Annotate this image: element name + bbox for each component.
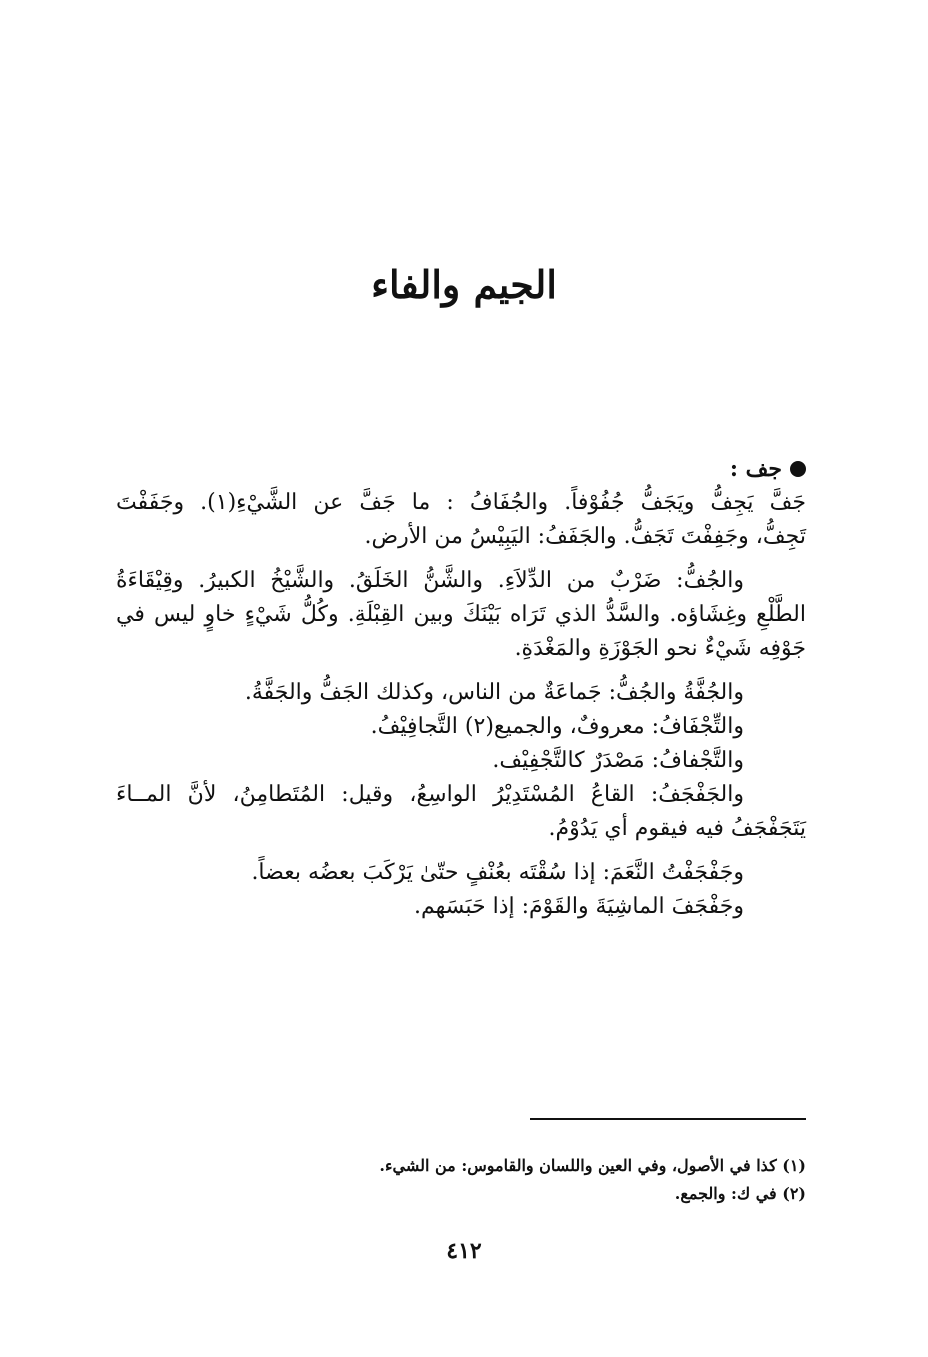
text-line: والجُفُّ: ضَرْبٌ من الدِّلاَءِ. والشَّنُّ الخَلَقُ. والشَّيْخُ الكبيرُ. وقِيْقَاءَةُ: [116, 568, 744, 593]
text-line: والتَّجْفافُ: مَصْدَرٌ كالتَّجْفِيْف.: [492, 748, 744, 773]
footnote-2: (٢) في ك: والجمع.: [674, 1184, 806, 1203]
text-line: تَجِفُّ، وجَفِفْتَ تَجَفُّ. والجَفَفُ: اليَبِيْسُ من الأرض.: [364, 524, 806, 549]
paragraph-4: [116, 778, 806, 846]
text-line: والجَفْجَفُ: القاعُ المُسْتَدِيْرُ الواسِعُ، وقيل: المُتَطامِنُ، لأنَّ المــاءَ: [116, 782, 744, 807]
chapter-title: الجيم والفاء: [371, 262, 557, 307]
text-line: الطَّلْعِ وغِشَاؤه. والسَّدُّ الذي تَرَاه بَيْنَكَ وبين القِبْلَةِ. وكُلُّ شَيْءٍ خاوٍ ليس في: [116, 602, 806, 627]
page-number: ٤١٢: [446, 1238, 482, 1264]
paragraph-3: [116, 676, 806, 778]
paragraph-1: [116, 486, 806, 554]
footnotes: [116, 1152, 806, 1208]
footnote-divider: [530, 1118, 806, 1120]
text-line: والتِّجْفَافُ: معروفٌ، والجميع(٢) التَّجافِيْفُ.: [370, 714, 744, 739]
footnote-1: (١) كذا في الأصول، وفي العين واللسان والقاموس: من الشيء.: [379, 1156, 806, 1175]
text-line: وجَفْجَفَ الماشِيَةَ والقَوْمَ: إذا حَبَسَهم.: [413, 894, 744, 919]
text-line: وجَفْجَفْتُ النَّعَمَ: إذا سُقْتَه بعُنْفٍ حتّىٰ يَرْكَبَ بعضُه بعضاً.: [251, 860, 744, 885]
text-line: جَوْفِه شَيْءٌ نحو الجَوْزَةِ والمَغْدَةِ.: [514, 636, 806, 661]
headword-text: جف :: [729, 456, 782, 482]
entry-headword: [116, 452, 806, 486]
text-line: يَتَجَفْجَفُ فيه فيقوم أي يَدُوْمُ.: [548, 816, 806, 841]
text-line: جَفَّ يَجِفُّ ويَجَفُّ جُفُوْفاً. والجُفَافُ : ما جَفَّ عن الشَّيْءِ(١). وجَفَفْتَ: [116, 490, 806, 515]
text-line: والجُفَّةُ والجُفُّ: جَماعَةٌ من الناس، وكذلك الجَفُّ والجَفَّةُ.: [244, 680, 744, 705]
bullet-icon: [790, 461, 806, 477]
paragraph-2: [116, 564, 806, 666]
dictionary-entry: [116, 452, 806, 924]
paragraph-5: [116, 856, 806, 924]
